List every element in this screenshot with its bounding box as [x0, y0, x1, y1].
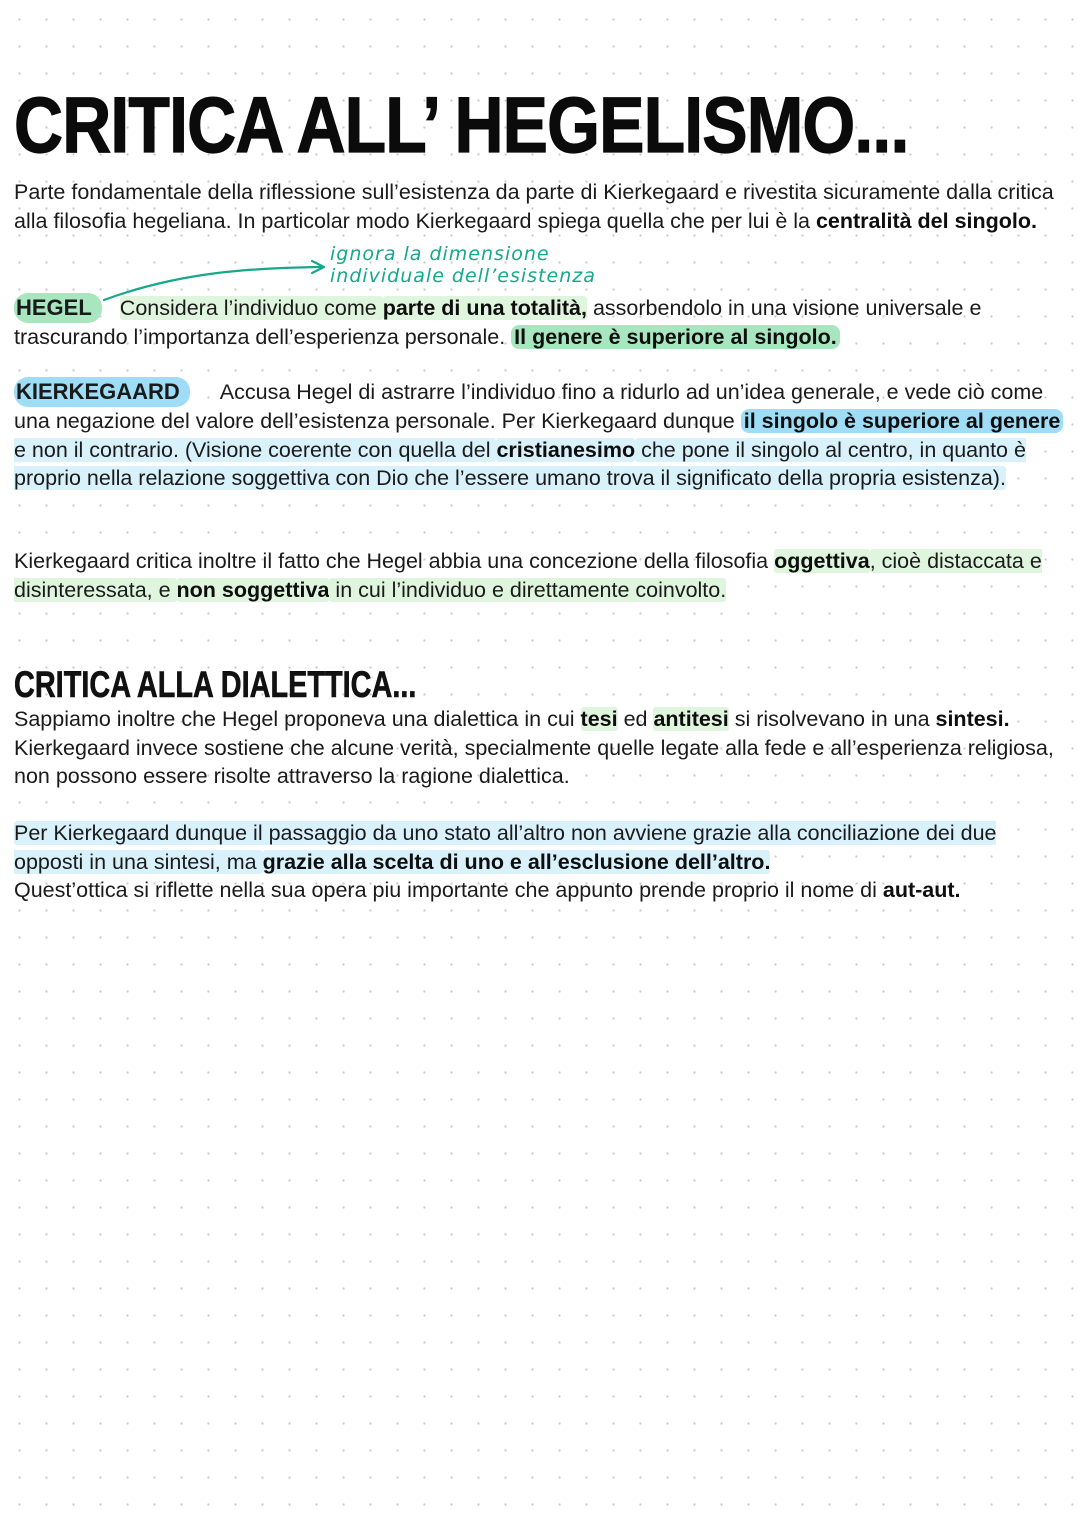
section-title-dialectic: CRITICA ALLA DIALETTICA...: [14, 664, 417, 705]
critique-text-3: in cui l’individuo e direttamente coinvolto.: [329, 577, 727, 602]
kierkegaard-bold-2: cristianesimo: [496, 437, 636, 462]
critique-bold-1: oggettiva: [774, 549, 870, 573]
dialectic-text-3: si risolvevano in una: [728, 707, 936, 731]
choice-bold-1: grazie alla scelta di uno e all’esclusione dell’altro.: [262, 849, 771, 874]
dialectic-text-1: Sappiamo inoltre che Hegel proponeva una dialettica in cui: [14, 707, 581, 731]
choice-text-1: Per Kierkegaard dunque il passaggio da uno stato all’altro non avviene grazie alla conciliazione dei due opposti in una sintesi, ma: [14, 821, 997, 874]
hegel-text-1: Considera l’individuo come: [119, 296, 383, 320]
choice-bold-autaut: aut-aut.: [882, 878, 961, 902]
intro-paragraph: [14, 178, 1070, 235]
dialectic-paragraph: [14, 705, 1070, 791]
critique-text-2: , cioè distaccata e disinteressata, e: [14, 549, 1042, 602]
kierkegaard-label: KIERKEGAARD: [14, 377, 190, 407]
dialectic-text-2: ed: [617, 707, 654, 731]
dialectic-bold-tesi: tesi: [580, 707, 618, 731]
dialectic-bold-antitesi: antitesi: [653, 707, 729, 731]
kierkegaard-bold-1: il singolo è superiore al genere: [741, 409, 1064, 433]
critique-text-1: Kierkegaard critica inoltre il fatto che Hegel abbia una concezione della filosofia: [14, 549, 775, 573]
dialectic-text-4: Kierkegaard invece sostiene che alcune verità, specialmente quelle legate alla fede e all’esperienza religiosa, non possono essere risolte attraverso la ragione dialettica.: [14, 735, 1054, 788]
kierkegaard-paragraph: [14, 377, 1070, 493]
annotation-line-1: ignora la dimensione: [330, 243, 550, 265]
kierkegaard-text-3: che pone il singolo al centro, in quanto è proprio nella relazione soggettiva con Dio che l’essere umano trova il significato della propria esistenza).: [14, 437, 1026, 490]
intro-text: Parte fondamentale della riflessione sull’esistenza da parte di Kierkegaard e rivestita sicuramente dalla critica alla filosofia hegeliana. In particolar modo Kierkegaard spiega quella che per lui è la: [14, 180, 1054, 233]
page-title: CRITICA ALL’ HEGELISMO...: [14, 80, 909, 169]
hegel-text-2: assorbendolo in una visione universale e trascurando l’importanza dell’esperienza personale.: [14, 296, 982, 349]
dialectic-bold-sintesi: sintesi.: [935, 707, 1010, 731]
choice-text-2: Quest’ottica si riflette nella sua opera piu importante che appunto prende proprio il nome di: [14, 878, 883, 902]
hegel-paragraph: [14, 293, 1070, 352]
kierkegaard-text-1: Accusa Hegel di astrarre l’individuo fino a ridurlo ad un’idea generale, e vede ciò come una negazione del valore dell’esistenza personale. Per Kierkegaard dunque: [14, 380, 1044, 433]
choice-paragraph: [14, 819, 1070, 905]
critique-bold-2: non soggettiva: [176, 577, 330, 602]
hegel-bold-2: Il genere è superiore al singolo.: [511, 325, 840, 349]
critique-paragraph: [14, 547, 1070, 604]
annotation-line-2: individuale dell’esistenza: [330, 265, 596, 287]
kierkegaard-text-2: e non il contrario. (Visione coerente con quella del: [14, 437, 497, 462]
hegel-bold-1: parte di una totalità,: [382, 296, 587, 320]
intro-bold: centralità del singolo.: [815, 208, 1037, 233]
hegel-label: HEGEL: [14, 293, 102, 323]
